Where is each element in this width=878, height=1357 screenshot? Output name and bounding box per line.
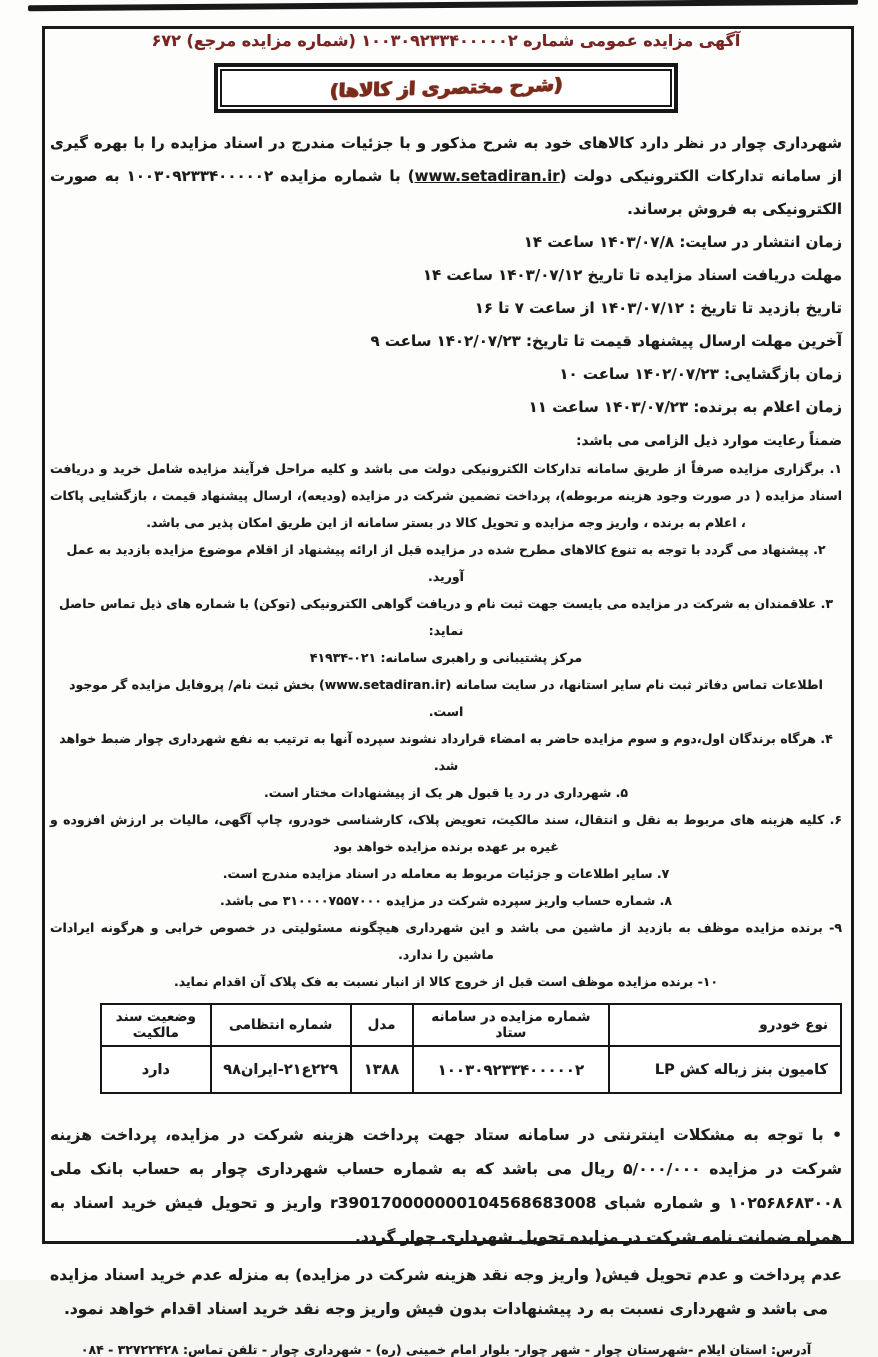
condition-item-10: ۱۰- برنده مزایده موظف است قبل از خروج کالا از انبار نسبت به فک پلاک آن اقدام نماید. <box>173 974 719 989</box>
schedule-line-docs-deadline: مهلت دریافت اسناد مزایده تا تاریخ ۱۴۰۳/۰۷/۱۲ ساعت ۱۴ <box>422 266 842 284</box>
vehicle-table <box>100 1003 842 1094</box>
warning-note: عدم پرداخت و عدم تحویل فیش( واریز وجه نقد هزینه شرکت در مزایده) به منزله عدم خرید اسناد مزایده می باشد و شهرداری نسبت به رد پیشنهادات بدون فیش واریز وجه نقد خرید اسناد اقدام خواهد نمود. <box>50 1266 842 1318</box>
cell-ownership-doc: دارد <box>101 1046 211 1093</box>
goods-summary-title: (شرح مختصری از کالاها) <box>329 73 563 103</box>
schedule-block <box>50 226 842 424</box>
column-header-ownership-doc: وضعیت سند مالکیت <box>101 1004 211 1046</box>
condition-item-8: ۸. شماره حساب واریز سپرده شرکت در مزایده ۳۱۰۰۰۰۷۵۵۷۰۰۰ می باشد. <box>219 893 673 908</box>
goods-summary-box-inner <box>220 69 672 107</box>
schedule-line-visit: تاریخ بازدید تا تاریخ : ۱۴۰۳/۰۷/۱۲ از ساعت ۷ تا ۱۶ <box>474 299 842 317</box>
schedule-line-winner-announce: زمان اعلام به برنده: ۱۴۰۳/۰۷/۲۳ ساعت ۱۱ <box>528 398 842 416</box>
intro-text-part2: ) با شماره مزایده ۱۰۰۳۰۹۲۳۳۴۰۰۰۰۰۲ به صورت الکترونیکی به فروش برساند. <box>50 167 842 218</box>
schedule-line-bid-deadline: آخرین مهلت ارسال پیشنهاد قیمت تا تاریخ: ۱۴۰۲/۰۷/۲۳ ساعت ۹ <box>370 332 842 350</box>
column-header-model-year: مدل <box>351 1004 413 1046</box>
column-header-plate-number: شماره انتظامی <box>211 1004 351 1046</box>
cell-vehicle-type: کامیون بنز زباله کش LP <box>609 1046 841 1093</box>
auction-header-title: آگهی مزایده عمومی شماره ۱۰۰۳۰۹۲۳۳۴۰۰۰۰۰۲ (شماره مزایده مرجع) ۶۷۲ <box>151 31 741 50</box>
intro-paragraph <box>50 127 842 226</box>
intro-text-part1: شهرداری چوار در نظر دارد کالاهای خود به شرح مذکور و با جزئیات مندرج در اسناد مزایده را با بهره گیری از سامانه تدارکات الکترونیکی دولت ( <box>50 134 842 185</box>
condition-item-9: ۹- برنده مزایده موظف به بازدید از ماشین می باشد و این شهرداری هیچگونه مسئولیتی در خصوص خرابی و هرگونه ایرادات ماشین را ندارد. <box>50 920 842 962</box>
column-header-vehicle-type: نوع خودرو <box>609 1004 841 1046</box>
column-header-auction-number: شماره مزایده در سامانه ستاد <box>413 1004 610 1046</box>
table-header-row <box>101 1004 841 1046</box>
condition-item-2: ۲. پیشنهاد می گردد با توجه به تنوع کالاهای مطرح شده در مزایده قبل از ارائه پیشنهاد از اقلام موضوع مزایده بازدید به عمل آورید. <box>66 542 826 584</box>
cell-model-year: ۱۳۸۸ <box>351 1046 413 1093</box>
condition-item-4: ۴. هرگاه برندگان اول،دوم و سوم مزایده حاضر به امضاء قرارداد نشوند سپرده آنها به ترتیب به نفع شهرداری چوار ضبط خواهد شد. <box>59 731 833 773</box>
conditions-list <box>50 455 842 995</box>
table-row <box>101 1046 841 1093</box>
payment-note: • با توجه به مشکلات اینترنتی در سامانه ستاد جهت پرداخت هزینه شرکت در مزایده، پرداخت هزینه شرکت در مزایده ۵/۰۰۰/۰۰۰ ریال می باشد که به شماره حساب شهرداری چوار به حساب بانک ملی ۱۰۲۵۶۸۶۸۳۰۰۸ و شماره شبای r390170000000104568683008 واریز و تحویل فیش خرید اسناد به همراه ضمانت نامه شرکت در مزایده تحویل شهرداری چوار گردد. <box>50 1126 842 1246</box>
cell-auction-number: ۱۰۰۳۰۹۲۳۳۴۰۰۰۰۰۲ <box>413 1046 610 1093</box>
address-line: آدرس: استان ایلام -شهرستان چوار - شهر چوار- بلوار امام خمینی (ره) - شهرداری چوار - تلفن تماس: ۳۲۷۲۲۴۲۸ - ۰۸۴ <box>80 1342 812 1357</box>
condition-item-3-support-phone: مرکز پشتیبانی و راهبری سامانه: ۰۲۱-۴۱۹۳۴ <box>309 650 583 665</box>
schedule-line-publish: زمان انتشار در سایت: ۱۴۰۳/۰۷/۸ ساعت ۱۴ <box>523 233 842 251</box>
condition-item-1: ۱. برگزاری مزایده صرفاً از طریق سامانه تدارکات الکترونیکی دولت می باشد و کلیه مراحل فرآیند مزایده شامل خرید و دریافت اسناد مزایده ( در صورت وجود هزینه مربوطه)، پرداخت تضمین شرکت در مزایده (ودیعه)، ارسال پیشنهاد قیمت ، بازگشایی پاکات ، اعلام به برنده ، واریز وجه مزایده و تحویل کالا در بستر سامانه از این طریق امکان پذیر می باشد. <box>50 461 842 530</box>
condition-item-3: ۳. علاقمندان به شرکت در مزایده می بایست جهت ثبت نام و دریافت گواهی الکترونیکی (توکن) با شماره های ذیل تماس حاصل نماید: <box>58 596 834 638</box>
condition-item-7: ۷. سایر اطلاعات و جزئیات مربوط به معامله در اسناد مزایده مندرج است. <box>222 866 670 881</box>
condition-item-5: ۵. شهرداری در رد یا قبول هر یک از پیشنهادات مختار است. <box>263 785 629 800</box>
cell-plate-number: ۲۲۹ع۲۱-ایران۹۸ <box>211 1046 351 1093</box>
condition-item-3-registration-info: اطلاعات تماس دفاتر ثبت نام سایر استانها، در سایت سامانه (www.setadiran.ir) بخش ثبت نام/ پروفایل مزایده گر موجود است. <box>69 677 823 719</box>
document-content <box>50 0 842 1357</box>
goods-summary-box <box>214 63 678 113</box>
condition-item-6: ۶. کلیه هزینه های مربوط به نقل و انتقال، سند مالکیت، تعویض پلاک، کارشناسی خودرو، چاپ آگهی، مالیات بر ارزش افزوده و غیره بر عهده برنده مزایده خواهد بود <box>50 812 842 854</box>
schedule-line-opening: زمان بازگشایی: ۱۴۰۲/۰۷/۲۳ ساعت ۱۰ <box>559 365 842 383</box>
conditions-heading: ضمناً رعایت موارد ذیل الزامی می باشد: <box>576 433 842 449</box>
setadiran-url: www.setadiran.ir <box>414 167 560 185</box>
